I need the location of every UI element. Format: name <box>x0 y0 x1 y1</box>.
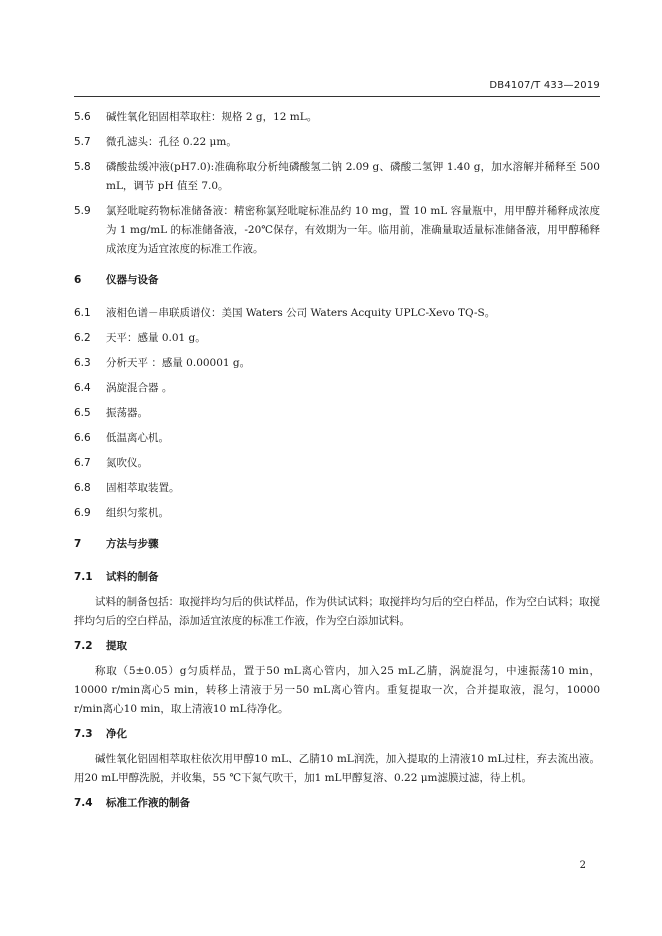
item-number: 6.9 <box>74 507 91 519</box>
list-item <box>74 504 600 523</box>
item-number: 5.9 <box>74 205 91 217</box>
section-title: 仪器与设备 <box>106 274 159 286</box>
item-text: 氯羟吡啶药物标准储备液：精密称氯羟吡啶标准品约 10 mg，置 10 mL 容量瓶中，用甲醇并稀释成浓度为 1 mg/mL 的标准储备液，-20℃保存，有效期为一年。临用前，准确量取适量标准储备液，用甲醇稀释成浓度为适宜浓度的标准工作液。 <box>106 205 600 255</box>
list-item <box>74 329 600 348</box>
item-text: 微孔滤头：孔径 0.22 μm。 <box>106 136 237 148</box>
list-item <box>74 454 600 473</box>
item-text: 磷酸盐缓冲液(pH7.0):准确称取分析纯磷酸氢二钠 2.09 g、磷酸二氢钾 1.40 g，加水溶解并稀释至 500 mL，调节 pH 值至 7.0。 <box>106 161 600 192</box>
subsection-number: 7.3 <box>74 728 93 740</box>
item-number: 6.2 <box>74 332 91 344</box>
item-number: 5.7 <box>74 136 91 148</box>
subsection-number: 7.2 <box>74 640 93 652</box>
list-item <box>74 379 600 398</box>
item-number: 6.5 <box>74 407 91 419</box>
item-number: 6.7 <box>74 457 91 469</box>
paragraph: 碱性氧化铝固相萃取柱依次用甲醇10 mL、乙腈10 mL润洗，加入提取的上清液10 mL过柱，弃去流出液。用20 mL甲醇洗脱，并收集，55 ℃下氮气吹干，加1 mL甲醇复溶、0.22 μm滤膜过滤，待上机。 <box>74 753 600 784</box>
header-rule <box>74 96 600 97</box>
item-number: 6.1 <box>74 307 91 319</box>
item-number: 6.3 <box>74 357 91 369</box>
page-number: 2 <box>579 860 586 871</box>
list-item <box>74 133 600 152</box>
item-text: 固相萃取装置。 <box>106 482 180 494</box>
section-title: 方法与步骤 <box>106 538 159 550</box>
item-text: 振荡器。 <box>106 407 148 419</box>
section-number: 6 <box>74 274 82 286</box>
subsection-heading-7-4 <box>74 794 600 813</box>
section-heading-7 <box>74 535 600 554</box>
paragraph: 称取（5±0.05）g匀质样品，置于50 mL离心管内，加入25 mL乙腈，涡旋混匀，中速振荡10 min，10000 r/min离心5 min，转移上清液于另一50 mL离心管内。重复提取一次，合并提取液，混匀，10000 r/min离心10 min，取上清液10 mL待净化。 <box>74 665 600 715</box>
section-heading-6 <box>74 271 600 290</box>
item-number: 6.4 <box>74 382 91 394</box>
item-text: 分析天平 ：感量 0.00001 g。 <box>106 357 251 369</box>
subsection-title: 净化 <box>106 728 127 740</box>
list-item <box>74 479 600 498</box>
subsection-number: 7.1 <box>74 571 93 583</box>
list-item <box>74 202 600 259</box>
subsection-heading-7-3 <box>74 725 600 744</box>
subsection-title: 提取 <box>106 640 127 652</box>
list-item <box>74 108 600 127</box>
subsection-title: 试料的制备 <box>106 571 159 583</box>
item-number: 5.6 <box>74 111 91 123</box>
subsection-heading-7-2 <box>74 637 600 656</box>
list-item <box>74 158 600 196</box>
item-text: 氮吹仪。 <box>106 457 148 469</box>
page-content <box>74 108 600 819</box>
list-item <box>74 429 600 448</box>
item-number: 6.6 <box>74 432 91 444</box>
paragraph: 试料的制备包括：取搅拌均匀后的供试样品，作为供试试料；取搅拌均匀后的空白样品，作为空白试料；取搅拌均匀后的空白样品，添加适宜浓度的标准工作液，作为空白添加试料。 <box>74 596 600 627</box>
subsection-heading-7-1 <box>74 568 600 587</box>
item-text: 组织匀浆机。 <box>106 507 169 519</box>
item-text: 低温离心机。 <box>106 432 169 444</box>
list-item <box>74 404 600 423</box>
subsection-number: 7.4 <box>74 797 93 809</box>
item-number: 5.8 <box>74 161 91 173</box>
item-text: 天平：感量 0.01 g。 <box>106 332 206 344</box>
section-number: 7 <box>74 538 82 550</box>
list-item <box>74 354 600 373</box>
document-code: DB4107/T 433—2019 <box>489 80 600 91</box>
item-text: 液相色谱－串联质谱仪：美国 Waters 公司 Waters Acquity UPLC-Xevo TQ-S。 <box>106 307 496 319</box>
item-number: 6.8 <box>74 482 91 494</box>
subsection-title: 标准工作液的制备 <box>106 797 190 809</box>
item-text: 碱性氧化铝固相萃取柱：规格 2 g，12 mL。 <box>106 111 318 123</box>
list-item <box>74 304 600 323</box>
item-text: 涡旋混合器 。 <box>106 382 173 394</box>
